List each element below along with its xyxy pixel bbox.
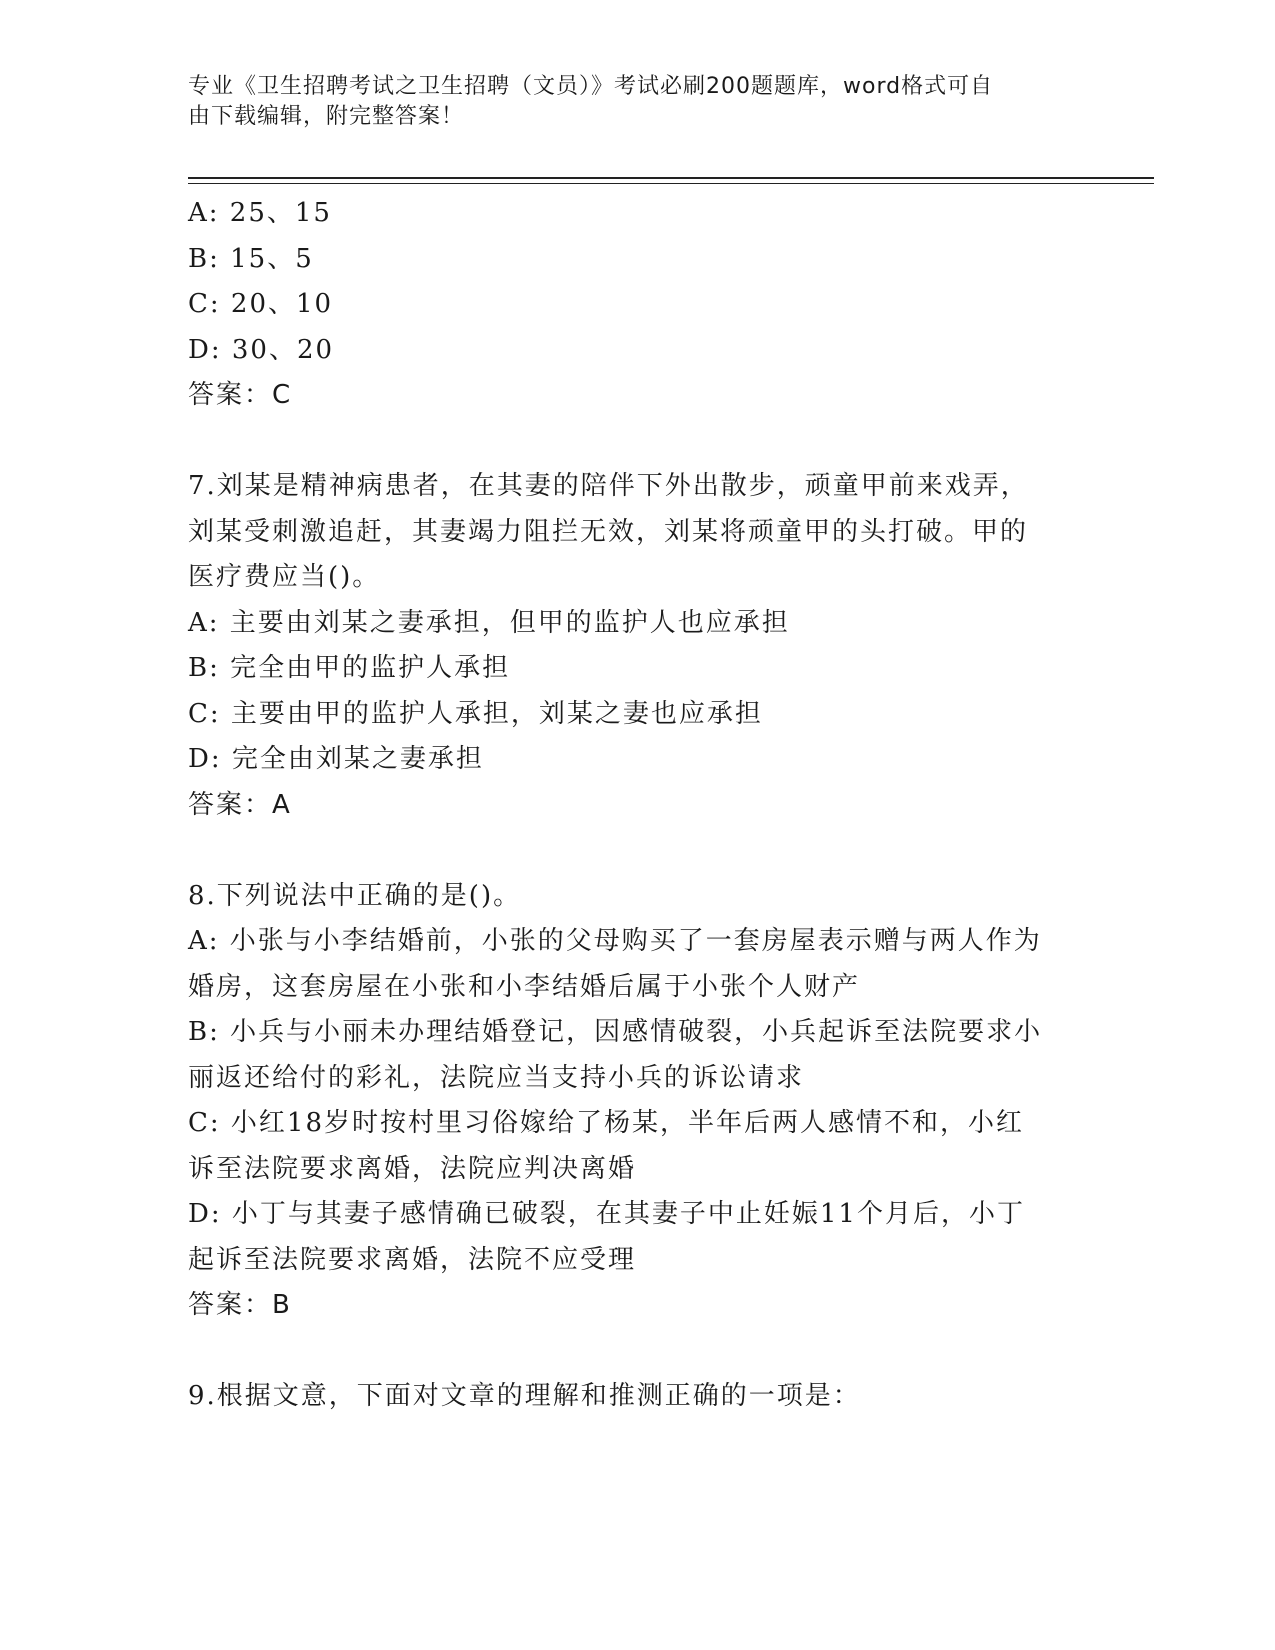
- q7-option-d: D: 完全由刘某之妻承担: [188, 744, 484, 774]
- q6-option-b: B: 15、5: [188, 243, 314, 274]
- question-8: [188, 874, 1088, 1329]
- q7-answer: 答案：A: [188, 789, 292, 820]
- q7-option-c: C: 主要由甲的监护人承担，刘某之妻也应承担: [188, 698, 763, 729]
- q7-option-a: A: 主要由刘某之妻承担，但甲的监护人也应承担: [188, 607, 790, 638]
- q8-answer: 答案：B: [188, 1290, 292, 1320]
- q8-option-c-line-2: 诉至法院要求离婚，法院应判决离婚: [188, 1153, 637, 1184]
- q8-option-c-line-1: C: 小红18岁时按村里习俗嫁给了杨某，半年后两人感情不和，小红: [188, 1108, 1025, 1138]
- header-divider-thin: [188, 183, 1154, 184]
- q8-option-a-line-2: 婚房，这套房屋在小张和小李结婚后属于小张个人财产: [188, 971, 861, 1002]
- question-7: [188, 464, 1088, 828]
- spacer: [188, 828, 1088, 874]
- document-header: [188, 72, 1068, 132]
- q6-answer: 答案：C: [188, 380, 293, 410]
- q7-option-b: B: 完全由甲的监护人承担: [188, 653, 511, 683]
- question-9: [188, 1374, 1088, 1420]
- header-line-1: 专业《卫生招聘考试之卫生招聘（文员）》考试必刷200题题库，word格式可自: [188, 74, 994, 99]
- q8-option-d-line-2: 起诉至法院要求离婚，法院不应受理: [188, 1244, 637, 1275]
- q8-option-d-line-1: D: 小丁与其妻子感情确已破裂，在其妻子中止妊娠11个月后，小丁: [188, 1199, 1025, 1229]
- q6-option-a: A: 25、15: [188, 198, 332, 228]
- document-body: [188, 191, 1088, 1420]
- q8-option-b-line-1: B: 小兵与小丽未办理结婚登记，因感情破裂，小兵起诉至法院要求小: [188, 1017, 1043, 1047]
- q8-option-b-line-2: 丽返还给付的彩礼，法院应当支持小兵的诉讼请求: [188, 1062, 805, 1093]
- spacer: [188, 419, 1088, 465]
- header-divider-thick: [188, 177, 1154, 179]
- header-line-2: 由下载编辑，附完整答案！: [188, 104, 465, 129]
- q9-stem-line-1: 9.根据文意，下面对文章的理解和推测正确的一项是：: [188, 1381, 861, 1411]
- q6-option-c: C: 20、10: [188, 289, 334, 319]
- q7-stem-line-3: 医疗费应当()。: [188, 562, 381, 592]
- spacer: [188, 1329, 1088, 1375]
- q6-option-d: D: 30、20: [188, 334, 335, 365]
- q8-option-a-line-1: A: 小张与小李结婚前，小张的父母购买了一套房屋表示赠与两人作为: [188, 926, 1042, 956]
- question-6: [188, 191, 1088, 419]
- q7-stem-line-2: 刘某受刺激追赶，其妻竭力阻拦无效，刘某将顽童甲的头打破。甲的: [188, 516, 1029, 547]
- q8-stem-line-1: 8.下列说法中正确的是()。: [188, 880, 522, 911]
- q7-stem-line-1: 7.刘某是精神病患者，在其妻的陪伴下外出散步，顽童甲前来戏弄，: [188, 471, 1029, 501]
